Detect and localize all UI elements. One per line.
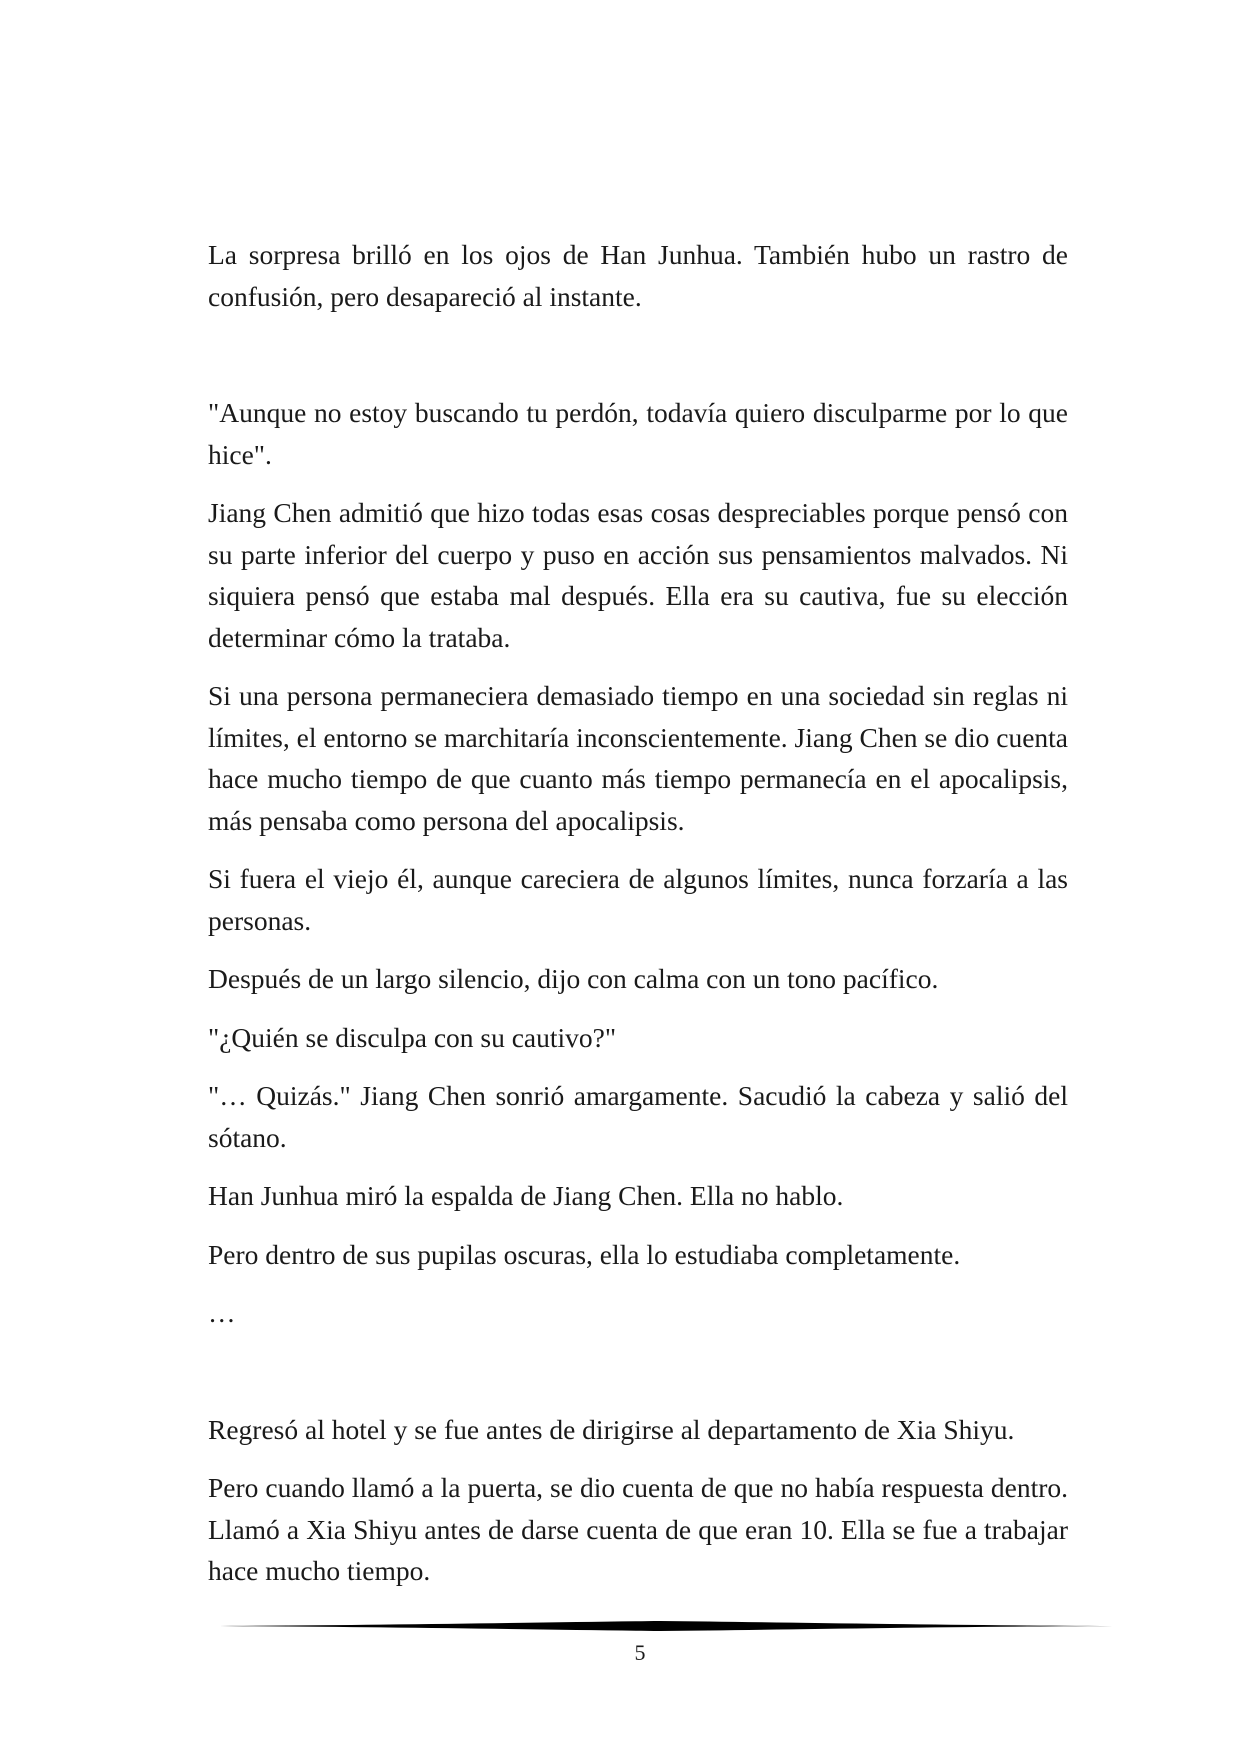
- paragraph: "Aunque no estoy buscando tu perdón, todavía quiero disculparme por lo que hice".: [208, 397, 1068, 470]
- page-number: 5: [634, 1640, 646, 1665]
- paragraph: Regresó al hotel y se fue antes de dirigirse al departamento de Xia Shiyu.: [208, 1413, 1015, 1445]
- paragraph: Pero dentro de sus pupilas oscuras, ella lo estudiaba completamente.: [208, 1238, 961, 1270]
- body-text: [208, 234, 1068, 1609]
- paragraph: Si una persona permaneciera demasiado tiempo en una sociedad sin reglas ni límites, el entorno se marchitaría inconscientemente. Jiang Chen se dio cuenta hace mucho tiempo de que cuanto más tiempo permanecía en el apocalipsis, más pensaba como persona del apocalipsis.: [208, 680, 1068, 836]
- paragraph: "¿Quién se disculpa con su cautivo?": [208, 1021, 617, 1053]
- paragraph: Jiang Chen admitió que hizo todas esas cosas despreciables porque pensó con su parte inferior del cuerpo y puso en acción sus pensamientos malvados. Ni siquiera pensó que estaba mal después. Ella era su cautiva, fue su elección determinar cómo la trataba.: [208, 497, 1068, 653]
- paragraph: Si fuera el viejo él, aunque careciera de algunos límites, nunca forzaría a las personas.: [208, 863, 1068, 936]
- paragraph: "… Quizás." Jiang Chen sonrió amargamente. Sacudió la cabeza y salió del sótano.: [208, 1080, 1068, 1153]
- footer-divider: [208, 1620, 1113, 1632]
- section-gap: [208, 1351, 1068, 1409]
- paragraph: Después de un largo silencio, dijo con calma con un tono pacífico.: [208, 963, 939, 994]
- paragraph: Han Junhua miró la espalda de Jiang Chen. Ella no hablo.: [208, 1180, 844, 1211]
- ellipsis-separator: …: [208, 1297, 236, 1328]
- section-gap: [208, 334, 1068, 392]
- paragraph: Pero cuando llamó a la puerta, se dio cuenta de que no había respuesta dentro. Llamó a Xia Shiyu antes de darse cuenta de que eran 10. Ella se fue a trabajar hace mucho tiempo.: [208, 1472, 1068, 1586]
- paragraph: La sorpresa brilló en los ojos de Han Junhua. También hubo un rastro de confusión, pero desapareció al instante.: [208, 239, 1068, 312]
